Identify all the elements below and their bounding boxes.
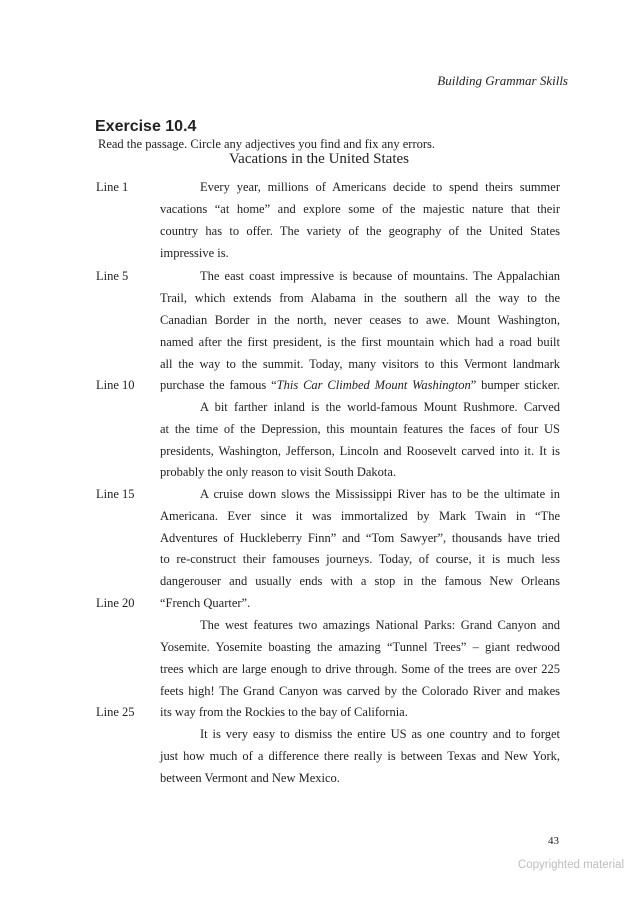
- passage-line: between Vermont and New Mexico.: [160, 771, 340, 785]
- passage-line: just how much of a difference there really is between Texas and New York,: [160, 749, 560, 763]
- passage-line: named after the first president, is the first mountain which had a road built: [160, 335, 560, 349]
- passage-line: It is very easy to dismiss the entire US as one country and to forget: [200, 727, 560, 741]
- passage-line: A cruise down slows the Mississippi River has to be the ultimate in: [200, 487, 560, 501]
- passage-line: purchase the famous “This Car Climbed Mount Washington” bumper sticker.: [160, 378, 560, 392]
- line-number-5: Line 5: [96, 269, 129, 283]
- passage-line: Trail, which extends from Alabama in the southern all the way to the: [160, 291, 560, 305]
- line-number-25: Line 25: [96, 705, 135, 719]
- passage-line: Adventures of Huckleberry Finn” and “Tom Sawyer”, thousands have tried: [160, 531, 560, 545]
- passage-line: Americana. Ever since it was immortalized by Mark Twain in “The: [160, 509, 560, 523]
- passage-line: probably the only reason to visit South Dakota.: [160, 465, 397, 479]
- passage-line: Yosemite. Yosemite boasting the amazing “Tunnel Trees” – giant redwood: [160, 640, 560, 654]
- passage-line: to re-construct their famouses journeys. Today, of course, it is much less: [160, 552, 560, 566]
- passage-line: Canadian Border in the north, never ceases to awe. Mount Washington,: [160, 313, 560, 327]
- exercise-title: Exercise 10.4: [95, 118, 197, 135]
- passage-line: its way from the Rockies to the bay of California.: [160, 705, 408, 719]
- line-number-10: Line 10: [96, 378, 135, 392]
- passage-line: vacations “at home” and explore some of the majestic nature that their: [160, 202, 560, 216]
- passage-line: Every year, millions of Americans decide to spend theirs summer: [200, 180, 560, 194]
- line-number-20: Line 20: [96, 596, 135, 610]
- passage-line: feets high! The Grand Canyon was carved by the Colorado River and makes: [160, 684, 560, 698]
- line-number-1: Line 1: [96, 180, 129, 194]
- passage-line: impressive is.: [160, 246, 229, 260]
- passage-line: The east coast impressive is because of mountains. The Appalachian: [200, 269, 560, 283]
- passage-line: all the way to the summit. Today, many visitors to this Vermont landmark: [160, 357, 560, 371]
- running-header: Building Grammar Skills: [437, 73, 568, 88]
- passage-line: “French Quarter”.: [160, 596, 251, 610]
- line-number-15: Line 15: [96, 487, 135, 501]
- page-number: 43: [548, 835, 559, 847]
- passage-line: at the time of the Depression, this mountain features the faces of four US: [160, 422, 560, 436]
- exercise-instructions: Read the passage. Circle any adjectives you find and fix any errors.: [98, 137, 436, 151]
- passage-line: presidents, Washington, Jefferson, Lincoln and Roosevelt carved into it. It is: [160, 444, 560, 458]
- passage-line: dangerouser and usually ends with a stop in the famous New Orleans: [160, 574, 560, 588]
- passage-line: A bit farther inland is the world-famous Mount Rushmore. Carved: [200, 400, 560, 414]
- passage-line: The west features two amazings National Parks: Grand Canyon and: [200, 618, 560, 632]
- copyright-watermark: Copyrighted material: [517, 859, 624, 871]
- passage-line: country has to offer. The variety of the geography of the United States: [160, 224, 560, 238]
- passage-line: trees which are large enough to drive through. Some of the trees are over 225: [160, 662, 560, 676]
- passage-title: Vacations in the United States: [229, 151, 409, 167]
